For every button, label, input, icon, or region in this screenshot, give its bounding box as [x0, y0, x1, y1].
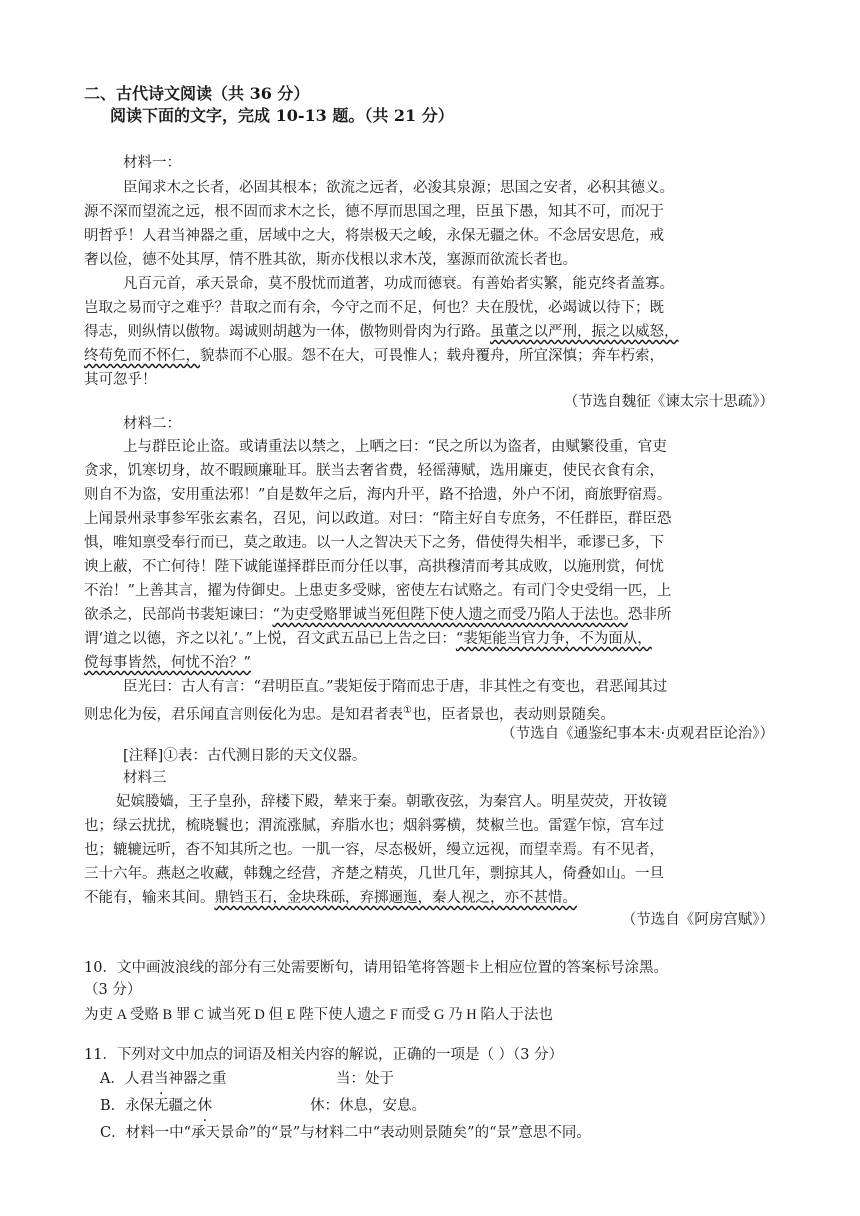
m1-line: 凡百元首，承天景命，莫不殷忧而道著，功成而德衰。有善始者实繁，能克终者盖寡。 [123, 276, 674, 292]
m2-line: 贪求，饥寒切身，故不暇顾廉耻耳。朕当去奢省费，轻徭薄赋，选用廉吏，使民衣食有余， [84, 463, 664, 479]
q10-sentence: 为吏 A 受赂 B 罪 C 诚当死 D 但 E 陛下使人遗之 F 而受 G 乃 H 陷人于法也 [84, 1007, 553, 1023]
m1-line: 源不深而望流之远，根不固而求木之长，德不厚而思国之理，臣虽下愚，知其不可，而况于 [84, 204, 664, 220]
option-b-text: B．永保无疆之 [100, 1098, 198, 1114]
m2-line: 不治！”上善其言，擢为侍御史。上患吏多受赇，密使左右试赂之。有司门令史受绢一匹，上 [84, 583, 672, 599]
m3-line: 也；绿云扰扰，梳晓鬟也；渭流涨腻，弃脂水也；烟斜雾横，焚椒兰也。雷霆乍惊，宫车过 [84, 818, 664, 834]
dotted-word: 当 [153, 1071, 169, 1087]
dotted-word: 休 [197, 1098, 213, 1114]
m2-line [84, 653, 251, 673]
m1-line [84, 322, 679, 342]
m2-line: 上与群臣论止盗。或请重法以禁之，上哂之曰：“民之所以为盗者，由赋繁役重，官吏 [123, 439, 667, 455]
q11-option-b-explanation: 休：休息，安息。 [310, 1098, 426, 1114]
m3-line [84, 888, 577, 908]
option-a-text: 神器之重 [168, 1071, 227, 1087]
q11-option-a-explanation: 当：处于 [336, 1071, 394, 1087]
m2-line: 谀上蔽，不亡何待！陛下诚能谨择群臣而分任以事，高拱穆清而考其成败，以施刑赏，何忧 [84, 559, 664, 575]
m2-line [84, 701, 615, 725]
q11-option-a [100, 1069, 226, 1089]
q11-option-c: C．材料一中“承天景命”的“景”与材料二中“表动则景随矣”的“景”意思不同。 [100, 1125, 591, 1141]
m3-text: 不能有，输来其间。 [84, 890, 215, 906]
m2-text: 也，臣者景也，表动则景随矣。 [411, 706, 615, 723]
m3-underlined-text: 鼎铛玉石，金块珠砾，弃掷逦迤，秦人视之，亦不甚惜。 [214, 890, 577, 906]
m1-text: 貌恭而不心服。怨不在大，可畏惟人；载舟覆舟，所宜深慎；奔车朽索， [200, 348, 664, 364]
m2-line: 上闻景州录事参军张玄素名，召见，问以政道。对曰：“隋主好自专庶务，不任群臣，群臣恐 [84, 511, 672, 527]
m2-line: 则自不为盗，安用重法邪！”自是数年之后，海内升平，路不拾遗，外户不闭，商旅野宿焉。 [84, 487, 672, 503]
material-1-label: 材料一： [123, 155, 181, 171]
m1-underlined-text: 虽董之以严刑，振之以威怒， [490, 324, 679, 340]
m2-text: 谓‘道之以德，齐之以礼’。”上悦，召文武五品已上告之曰： [84, 631, 456, 647]
m2-line: 臣光曰：古人有言：“君明臣直。”裴矩佞于隋而忠于唐，非其性之有变也，君恶闻其过 [123, 679, 668, 695]
m1-line: 其可忽乎！ [84, 372, 157, 388]
m2-text: 恐非所 [627, 607, 672, 623]
footnote-marker: ① [403, 705, 412, 716]
m2-line [84, 605, 671, 625]
m2-text: 则忠化为佞，君乐闻直言则佞化为忠。是知君者表 [84, 706, 403, 723]
m2-line [84, 629, 652, 649]
m1-line: 奢以俭，德不处其厚，情不胜其欲，斯亦伐根以求木茂，塞源而欲流长者也。 [84, 252, 577, 268]
m2-line: 惧，唯知禀受奉行而已，莫之敢违。以一人之智决天下之务，借使得失相半，乖谬已多，下 [84, 535, 664, 551]
q10-stem: 10．文中画波浪线的部分有三处需要断句，请用铅笔将答题卡上相应位置的答案标号涂黑。 [84, 960, 668, 976]
m2-wavy-text: “为吏受赂罪诚当死但陛下使人遗之而受乃陷人于法也。 [272, 607, 628, 623]
m1-underlined-text: 终苟免而不怀仁， [84, 348, 200, 364]
m2-text: 欲杀之，民部尚书裴矩谏曰： [84, 607, 273, 623]
q10-score: （3 分） [84, 982, 142, 998]
m1-text: 得志，则纵情以傲物。竭诚则胡越为一体，傲物则骨肉为行路。 [84, 324, 490, 340]
m2-note: [注释]①表：古代测日影的天文仪器。 [123, 748, 367, 764]
m2-underlined-text: “裴矩能当官力争，不为面从， [455, 631, 652, 647]
m2-source: （节选自《通鉴纪事本末·贞观君臣论治》） [501, 726, 774, 742]
m1-source: （节选自魏征《谏太宗十思疏》） [563, 394, 774, 410]
material-3-label: 材料三 [123, 770, 167, 786]
material-2-label: 材料二： [123, 416, 181, 432]
m1-line [84, 346, 664, 366]
instruction: 阅读下面的文字，完成 10-13 题。（共 21 分） [110, 106, 454, 125]
m3-source: （节选自《阿房宫赋》） [621, 912, 774, 928]
m3-line: 三十六年。燕赵之收藏，韩魏之经营，齐楚之精英，几世几年，剽掠其人，倚叠如山。一旦 [84, 866, 664, 882]
m1-line: 岂取之易而守之难乎？昔取之而有余，今守之而不足，何也？夫在殷忧，必竭诚以待下；既 [84, 300, 664, 316]
option-a-text: A．人君 [100, 1071, 154, 1087]
m1-line: 明哲乎！人君当神器之重，居域中之大，将崇极天之峻，永保无疆之休。不念居安思危，戒 [84, 228, 664, 244]
m3-line: 也；辘辘远听，杳不知其所之也。一肌一容，尽态极妍，缦立远视，而望幸焉。有不见者， [84, 842, 664, 858]
section-title: 二、古代诗文阅读（共 36 分） [84, 84, 310, 103]
q11-stem: 11．下列对文中加点的词语及相关内容的解说，正确的一项是（ ）（3 分） [84, 1047, 564, 1063]
m3-line: 妃嫔媵嫱，王子皇孙，辞楼下殿，辇来于秦。朝歌夜弦，为秦宫人。明星荧荧，开妆镜 [116, 794, 667, 810]
q11-option-b [100, 1096, 212, 1116]
m2-underlined-text: 傥每事皆然，何忧不治？” [84, 655, 251, 671]
m1-line: 臣闻求木之长者，必固其根本；欲流之远者，必浚其泉源；思国之安者，必积其德义。 [123, 180, 674, 196]
